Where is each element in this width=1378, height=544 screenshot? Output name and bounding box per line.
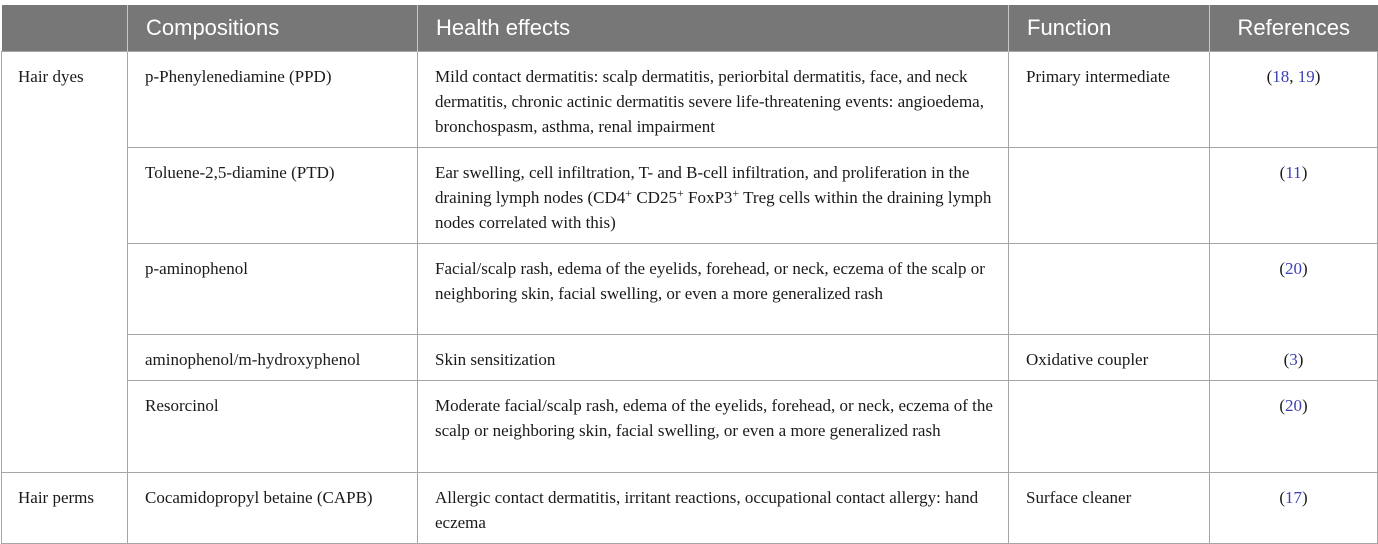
table-row (2, 335, 1378, 381)
ref-open-paren: ( (1279, 259, 1285, 278)
composition-cell: p-aminophenol (128, 244, 418, 335)
header-references: References (1210, 5, 1378, 52)
composition-cell: Toluene-2,5-diamine (PTD) (128, 148, 418, 244)
table-row (2, 381, 1378, 473)
composition-cell: Resorcinol (128, 381, 418, 473)
citation-link[interactable]: 20 (1285, 259, 1302, 278)
ref-close-paren: ) (1302, 259, 1308, 278)
ref-open-paren: ( (1279, 488, 1285, 507)
references-cell (1210, 148, 1378, 244)
function-cell (1009, 148, 1210, 244)
health-effects-cell: Skin sensitization (418, 335, 1009, 381)
citation-link[interactable]: 3 (1289, 350, 1298, 369)
ref-open-paren: ( (1279, 396, 1285, 415)
citation-link[interactable]: 20 (1285, 396, 1302, 415)
references-cell (1210, 381, 1378, 473)
ref-close-paren: ) (1302, 396, 1308, 415)
function-cell: Oxidative coupler (1009, 335, 1210, 381)
health-effects-cell: Facial/scalp rash, edema of the eyelids, forehead, or neck, eczema of the scalp or neighboring skin, facial swelling, or even a more generalized rash (418, 244, 1009, 335)
table-row (2, 473, 1378, 544)
header-health-effects: Health effects (418, 5, 1009, 52)
health-effects-cell (418, 148, 1009, 244)
health-effects-cell: Allergic contact dermatitis, irritant reactions, occupational contact allergy: hand eczema (418, 473, 1009, 544)
health-effects-cell: Moderate facial/scalp rash, edema of the eyelids, forehead, or neck, eczema of the scalp or neighboring skin, facial swelling, or even a more generalized rash (418, 381, 1009, 473)
table-row (2, 52, 1378, 148)
ref-close-paren: ) (1302, 488, 1308, 507)
ref-close-paren: ) (1297, 350, 1304, 369)
health-effects-text: FoxP3 (683, 188, 733, 207)
composition-cell: p-Phenylenediamine (PPD) (128, 52, 418, 148)
ref-separator: , (1289, 67, 1298, 86)
category-cell-hair-dyes: Hair dyes (2, 52, 128, 473)
references-cell (1210, 244, 1378, 335)
ref-close-paren: ) (1301, 163, 1308, 182)
citation-link[interactable]: 17 (1285, 488, 1302, 507)
health-effects-text: Ear swelling, cell infiltration, T- and B-cell infiltration, and proliferation in the draining lymph nodes (CD4 (435, 163, 970, 207)
ref-close-paren: ) (1314, 67, 1321, 86)
ref-open-paren: ( (1279, 163, 1286, 182)
superscript-plus: + (676, 186, 684, 200)
category-cell-hair-perms: Hair perms (2, 473, 128, 544)
header-row (2, 5, 1378, 52)
function-cell (1009, 244, 1210, 335)
header-function: Function (1009, 5, 1210, 52)
header-category (2, 5, 128, 52)
table-row (2, 148, 1378, 244)
ref-open-paren: ( (1266, 67, 1273, 86)
references-cell (1210, 335, 1378, 381)
ref-open-paren: ( (1283, 350, 1290, 369)
citation-link[interactable]: 18 (1272, 67, 1290, 86)
function-cell: Primary intermediate (1009, 52, 1210, 148)
function-cell (1009, 381, 1210, 473)
composition-cell: aminophenol/m-hydroxyphenol (128, 335, 418, 381)
citation-link[interactable]: 11 (1285, 163, 1302, 182)
composition-cell: Cocamidopropyl betaine (CAPB) (128, 473, 418, 544)
health-effects-text: Treg cells within the draining lymph nodes correlated with this) (435, 188, 992, 232)
composition-health-effects-table (1, 5, 1378, 544)
function-cell: Surface cleaner (1009, 473, 1210, 544)
health-effects-text: CD25 (632, 188, 677, 207)
superscript-plus: + (732, 186, 740, 200)
header-compositions: Compositions (128, 5, 418, 52)
superscript-plus: + (625, 186, 633, 200)
references-cell (1210, 52, 1378, 148)
references-cell (1210, 473, 1378, 544)
citation-link[interactable]: 19 (1297, 67, 1315, 86)
table-row (2, 244, 1378, 335)
health-effects-cell: Mild contact dermatitis: scalp dermatitis, periorbital dermatitis, face, and neck dermatitis, chronic actinic dermatitis severe life-threatening events: angioedema, bronchospasm, asthma, renal impairment (418, 52, 1009, 148)
